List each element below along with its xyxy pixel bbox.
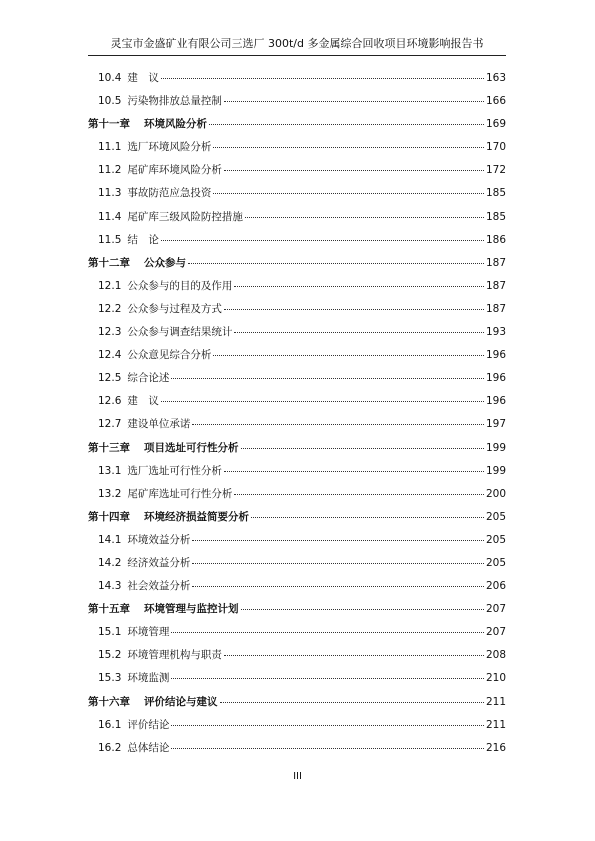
toc-entry-page: 187 <box>485 302 506 315</box>
toc-entry-page: 205 <box>485 556 506 569</box>
table-of-contents <box>88 70 506 763</box>
toc-entry-page: 193 <box>485 326 506 339</box>
toc-entry-number: 11.1 <box>98 141 122 154</box>
dot-leader <box>224 169 484 171</box>
toc-entry-number: 14.2 <box>98 556 122 569</box>
dot-leader <box>161 400 484 402</box>
dot-leader <box>171 631 484 633</box>
toc-entry-page: 169 <box>485 118 506 131</box>
toc-entry-number: 第十四章 <box>88 510 130 523</box>
toc-entry-number: 11.2 <box>98 164 122 177</box>
toc-section-entry[interactable] <box>88 278 506 301</box>
dot-leader <box>224 654 484 656</box>
toc-entry-page: 196 <box>485 395 506 408</box>
toc-section-entry[interactable] <box>88 393 506 416</box>
toc-entry-number: 12.6 <box>98 395 122 408</box>
toc-entry-title: 尾矿库三级风险防控措施 <box>127 210 243 223</box>
toc-chapter-entry[interactable] <box>88 509 506 532</box>
toc-chapter-entry[interactable] <box>88 601 506 624</box>
toc-entry-title: 建 议 <box>127 395 159 408</box>
toc-entry-page: 186 <box>485 233 506 246</box>
toc-entry-number: 10.5 <box>98 95 122 108</box>
toc-entry-page: 208 <box>485 649 506 662</box>
dot-leader <box>192 539 484 541</box>
dot-leader <box>234 331 484 333</box>
toc-entry-page: 211 <box>485 695 506 708</box>
toc-entry-page: 172 <box>485 164 506 177</box>
dot-leader <box>224 100 484 102</box>
toc-section-entry[interactable] <box>88 647 506 670</box>
toc-entry-number: 12.3 <box>98 326 122 339</box>
toc-entry-page: 207 <box>485 626 506 639</box>
dot-leader <box>192 423 484 425</box>
toc-entry-page: 170 <box>485 141 506 154</box>
toc-entry-number: 第十二章 <box>88 256 130 269</box>
running-header: 灵宝市金盛矿业有限公司三选厂 300t/d 多金属综合回收项目环境影响报告书 <box>110 37 484 50</box>
toc-entry-title: 公众参与过程及方式 <box>127 302 222 315</box>
toc-entry-number: 12.5 <box>98 372 122 385</box>
toc-entry-title: 尾矿库选址可行性分析 <box>127 487 233 500</box>
toc-section-entry[interactable] <box>88 416 506 439</box>
toc-entry-page: 163 <box>485 72 506 84</box>
dot-leader <box>234 493 484 495</box>
toc-entry-title: 评价结论 <box>127 718 170 731</box>
toc-entry-title: 公众参与调查结果统计 <box>127 326 233 339</box>
dot-leader <box>213 354 484 356</box>
toc-entry-page: 207 <box>485 603 506 616</box>
dot-leader <box>241 447 484 449</box>
toc-section-entry[interactable] <box>88 578 506 601</box>
dot-leader <box>209 123 484 125</box>
toc-entry-title: 环境管理 <box>127 626 170 639</box>
toc-entry-page: 205 <box>485 533 506 546</box>
toc-chapter-entry[interactable] <box>88 694 506 717</box>
toc-entry-page: 196 <box>485 349 506 362</box>
toc-entry-title: 公众意见综合分析 <box>127 349 212 362</box>
toc-entry-title: 建设单位承诺 <box>127 418 191 431</box>
dot-leader <box>171 747 484 749</box>
toc-section-entry[interactable] <box>88 185 506 208</box>
toc-section-entry[interactable] <box>88 93 506 116</box>
toc-entry-number: 11.5 <box>98 233 122 246</box>
toc-section-entry[interactable] <box>88 347 506 370</box>
dot-leader <box>213 192 484 194</box>
toc-section-entry[interactable] <box>88 232 506 255</box>
toc-entry-title: 经济效益分析 <box>127 556 191 569</box>
toc-entry-title: 事故防范应急投资 <box>127 187 212 200</box>
toc-entry-title: 选厂环境风险分析 <box>127 141 212 154</box>
toc-chapter-entry[interactable] <box>88 116 506 139</box>
toc-entry-number: 13.2 <box>98 487 122 500</box>
toc-entry-title: 公众参与的目的及作用 <box>127 279 233 292</box>
toc-entry-title: 尾矿库环境风险分析 <box>127 164 222 177</box>
toc-entry-number: 16.2 <box>98 741 122 754</box>
dot-leader <box>192 562 484 564</box>
dot-leader <box>224 470 484 472</box>
toc-entry-number: 15.1 <box>98 626 122 639</box>
toc-entry-title: 总体结论 <box>127 741 170 754</box>
toc-entry-title: 环境风险分析 <box>144 118 207 131</box>
toc-entry-number: 12.2 <box>98 302 122 315</box>
toc-section-entry[interactable] <box>88 486 506 509</box>
page-number: III <box>293 771 302 782</box>
toc-entry-page: 200 <box>485 487 506 500</box>
toc-entry-title: 环境效益分析 <box>127 533 191 546</box>
toc-entry-title: 环境管理机构与职责 <box>127 649 222 662</box>
toc-section-entry[interactable] <box>88 670 506 693</box>
dot-leader <box>171 377 484 379</box>
toc-section-entry[interactable] <box>88 463 506 486</box>
dot-leader <box>161 239 484 241</box>
toc-entry-page: 199 <box>485 464 506 477</box>
toc-entry-number: 16.1 <box>98 718 122 731</box>
dot-leader <box>224 308 484 310</box>
dot-leader <box>213 146 484 148</box>
toc-entry-page: 196 <box>485 372 506 385</box>
toc-section-entry[interactable] <box>88 740 506 763</box>
toc-entry-title: 社会效益分析 <box>127 580 191 593</box>
toc-entry-title: 综合论述 <box>127 372 170 385</box>
dot-leader <box>220 701 484 703</box>
toc-section-entry[interactable] <box>88 717 506 740</box>
toc-entry-title: 环境管理与监控计划 <box>144 603 239 616</box>
toc-entry-title: 环境经济损益简要分析 <box>144 510 249 523</box>
header-rule <box>88 55 506 56</box>
toc-entry-page: 210 <box>485 672 506 685</box>
toc-entry-title: 评价结论与建议 <box>144 695 218 708</box>
toc-entry-number: 11.4 <box>98 210 122 223</box>
dot-leader <box>171 724 484 726</box>
toc-entry-page: 211 <box>485 718 506 731</box>
toc-chapter-entry[interactable] <box>88 440 506 463</box>
toc-entry-page: 187 <box>485 279 506 292</box>
toc-entry-page: 185 <box>485 210 506 223</box>
toc-entry-number: 14.3 <box>98 580 122 593</box>
toc-section-entry[interactable] <box>88 555 506 578</box>
toc-entry-title: 建 议 <box>127 72 159 84</box>
toc-entry-title: 公众参与 <box>144 256 186 269</box>
toc-entry-page: 197 <box>485 418 506 431</box>
toc-section-entry[interactable] <box>88 624 506 647</box>
toc-section-entry[interactable] <box>88 139 506 162</box>
toc-section-entry[interactable] <box>88 370 506 393</box>
toc-entry-number: 14.1 <box>98 533 122 546</box>
toc-entry-page: 187 <box>485 256 506 269</box>
toc-section-entry[interactable] <box>88 324 506 347</box>
toc-entry-number: 10.4 <box>98 72 122 84</box>
toc-section-entry[interactable] <box>88 70 506 93</box>
dot-leader <box>241 608 484 610</box>
dot-leader <box>192 585 484 587</box>
toc-entry-page: 206 <box>485 580 506 593</box>
toc-entry-number: 12.7 <box>98 418 122 431</box>
toc-entry-number: 第十六章 <box>88 695 130 708</box>
toc-chapter-entry[interactable] <box>88 255 506 278</box>
toc-entry-page: 205 <box>485 510 506 523</box>
toc-entry-title: 选厂选址可行性分析 <box>127 464 222 477</box>
toc-section-entry[interactable] <box>88 209 506 232</box>
dot-leader <box>171 677 484 679</box>
toc-entry-number: 11.3 <box>98 187 122 200</box>
toc-entry-number: 12.4 <box>98 349 122 362</box>
toc-entry-page: 185 <box>485 187 506 200</box>
dot-leader <box>251 516 484 518</box>
toc-entry-title: 结 论 <box>127 233 159 246</box>
toc-entry-number: 第十三章 <box>88 441 130 454</box>
toc-entry-title: 污染物排放总量控制 <box>127 95 222 108</box>
toc-entry-number: 第十一章 <box>88 118 130 131</box>
dot-leader <box>245 216 484 218</box>
toc-section-entry[interactable] <box>88 301 506 324</box>
toc-entry-number: 15.3 <box>98 672 122 685</box>
toc-entry-page: 216 <box>485 741 506 754</box>
toc-entry-number: 13.1 <box>98 464 122 477</box>
toc-entry-page: 166 <box>485 95 506 108</box>
toc-entry-title: 环境监测 <box>127 672 170 685</box>
toc-entry-title: 项目选址可行性分析 <box>144 441 239 454</box>
toc-entry-number: 12.1 <box>98 279 122 292</box>
toc-entry-number: 第十五章 <box>88 603 130 616</box>
toc-entry-page: 199 <box>485 441 506 454</box>
dot-leader <box>188 262 484 264</box>
toc-section-entry[interactable] <box>88 162 506 185</box>
toc-section-entry[interactable] <box>88 532 506 555</box>
dot-leader <box>234 285 484 287</box>
dot-leader <box>161 77 484 79</box>
toc-entry-number: 15.2 <box>98 649 122 662</box>
